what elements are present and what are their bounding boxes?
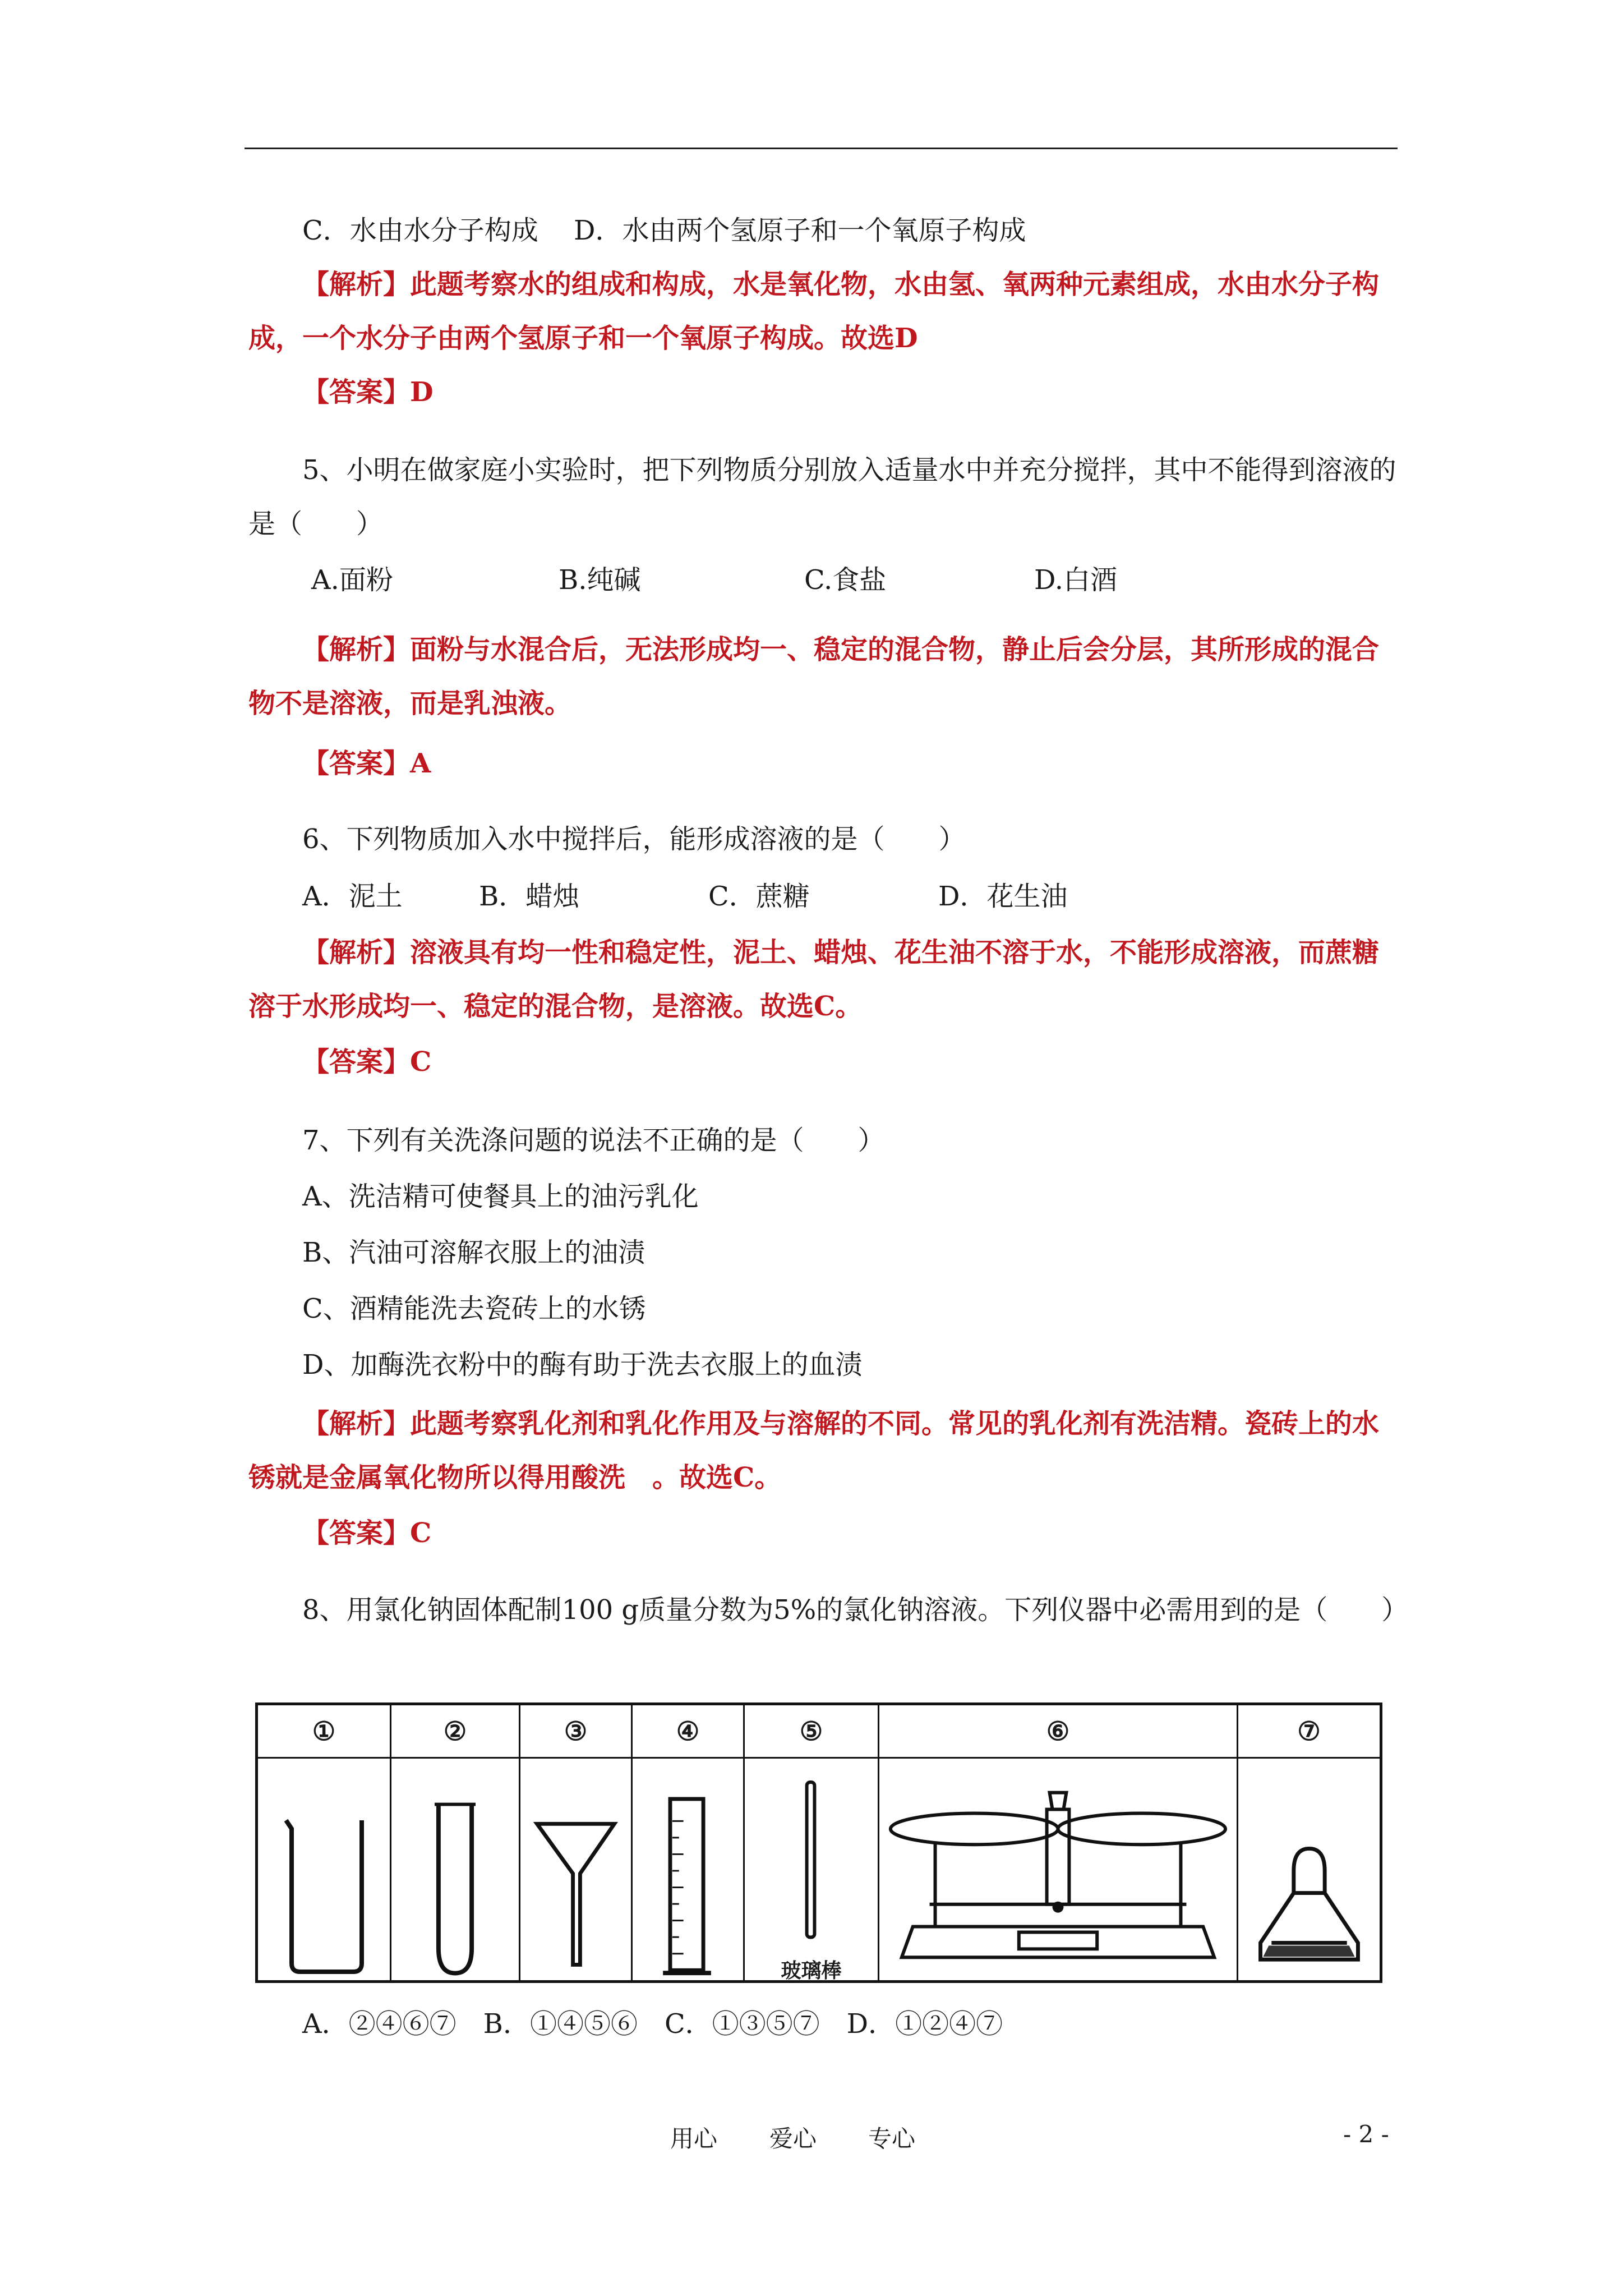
- apparatus-cell-3: [519, 1705, 631, 1980]
- q6-analysis: 【解析】溶液具有均一性和稳定性，泥土、蜡烛、花生油不溶于水，不能形成溶液，而蔗糖溶于水形成均一、稳定的混合物，是溶液。故选C。: [248, 937, 1380, 1022]
- alcohol-lamp-icon: [1238, 1759, 1380, 1983]
- apparatus-cell-4: [631, 1705, 743, 1980]
- test-tube-icon: [391, 1759, 519, 1983]
- apparatus-cell-5: [743, 1705, 878, 1980]
- q4-options: C．水由水分子构成 D．水由两个氢原子和一个氧原子构成: [302, 215, 1026, 246]
- q7-option-c: C、酒精能洗去瓷砖上的水锈: [302, 1293, 646, 1324]
- measuring-cylinder-icon: [633, 1759, 743, 1983]
- apparatus-cell-1: [258, 1705, 390, 1980]
- footer-motto-1: 用心: [670, 2125, 718, 2152]
- funnel-icon: [520, 1759, 631, 1983]
- q5-option-b: B.纯碱: [559, 564, 641, 596]
- q5-analysis: 【解析】面粉与水混合后，无法形成均一、稳定的混合物，静止后会分层，其所形成的混合物不是溶液，而是乳浊液。: [248, 634, 1380, 719]
- apparatus-table: [255, 1703, 1382, 1983]
- q5-answer: 【答案】A: [302, 748, 431, 779]
- q6-answer: 【答案】C: [302, 1046, 432, 1078]
- q7-option-a: A、洗洁精可使餐具上的油污乳化: [302, 1181, 699, 1212]
- q6-option-b: B．蜡烛: [479, 881, 580, 912]
- q5-option-c: C.食盐: [804, 564, 887, 596]
- q7-option-b: B、汽油可溶解衣服上的油渍: [302, 1237, 645, 1268]
- beaker-icon: [258, 1759, 390, 1983]
- apparatus-number: ②: [391, 1705, 519, 1759]
- q7-stem: 7、下列有关洗涤问题的说法不正确的是（ ）: [302, 1125, 885, 1156]
- balance-icon: [879, 1759, 1237, 1983]
- q8-options: A．②④⑥⑦ B．①④⑤⑥ C．①③⑤⑦ D．①②④⑦: [302, 2008, 1003, 2040]
- q5-stem: 5、小明在做家庭小实验时，把下列物质分别放入适量水中并充分搅拌，其中不能得到溶液的是（ ）: [248, 454, 1396, 540]
- apparatus-number: ⑥: [879, 1705, 1237, 1759]
- q6-option-d: D．花生油: [938, 881, 1068, 912]
- q4-analysis: 【解析】此题考察水的组成和构成，水是氧化物，水由氢、氧两种元素组成，水由水分子构成，一个水分子由两个氢原子和一个氧原子构成。故选D: [248, 269, 1380, 354]
- apparatus-cell-6: [878, 1705, 1237, 1980]
- apparatus-number: ①: [258, 1705, 390, 1759]
- q5-option-a: A.面粉: [311, 564, 393, 596]
- q6-option-c: C．蔗糖: [708, 881, 810, 912]
- q8-stem: 8、用氯化钠固体配制100 g质量分数为5%的氯化钠溶液。下列仪器中必需用到的是（ ）: [302, 1594, 1409, 1626]
- header-rule: [245, 148, 1398, 149]
- q7-answer: 【答案】C: [302, 1517, 432, 1549]
- q5-option-d: D.白酒: [1034, 564, 1118, 596]
- footer-motto-3: 专心: [868, 2125, 916, 2152]
- page-number: - 2 -: [1343, 2120, 1389, 2148]
- q4-answer: 【答案】D: [302, 376, 434, 408]
- footer-motto-2: 爱心: [769, 2125, 817, 2152]
- apparatus-number: ⑤: [745, 1705, 878, 1759]
- q7-analysis: 【解析】此题考察乳化剂和乳化作用及与溶解的不同。常见的乳化剂有洗洁精。瓷砖上的水锈就是金属氧化物所以得用酸洗 。故选C。: [248, 1408, 1380, 1493]
- q6-stem: 6、下列物质加入水中搅拌后，能形成溶液的是（ ）: [302, 823, 966, 855]
- apparatus-cell-7: [1237, 1705, 1380, 1980]
- apparatus-cell-2: [390, 1705, 519, 1980]
- glass-rod-label: 玻璃棒: [781, 1959, 842, 1982]
- glass-rod-icon: [745, 1759, 878, 1983]
- q7-option-d: D、加酶洗衣粉中的酶有助于洗去衣服上的血渍: [302, 1349, 863, 1381]
- apparatus-number: ④: [633, 1705, 743, 1759]
- q6-option-a: A．泥土: [302, 881, 403, 912]
- apparatus-number: ③: [520, 1705, 631, 1759]
- apparatus-number: ⑦: [1238, 1705, 1380, 1759]
